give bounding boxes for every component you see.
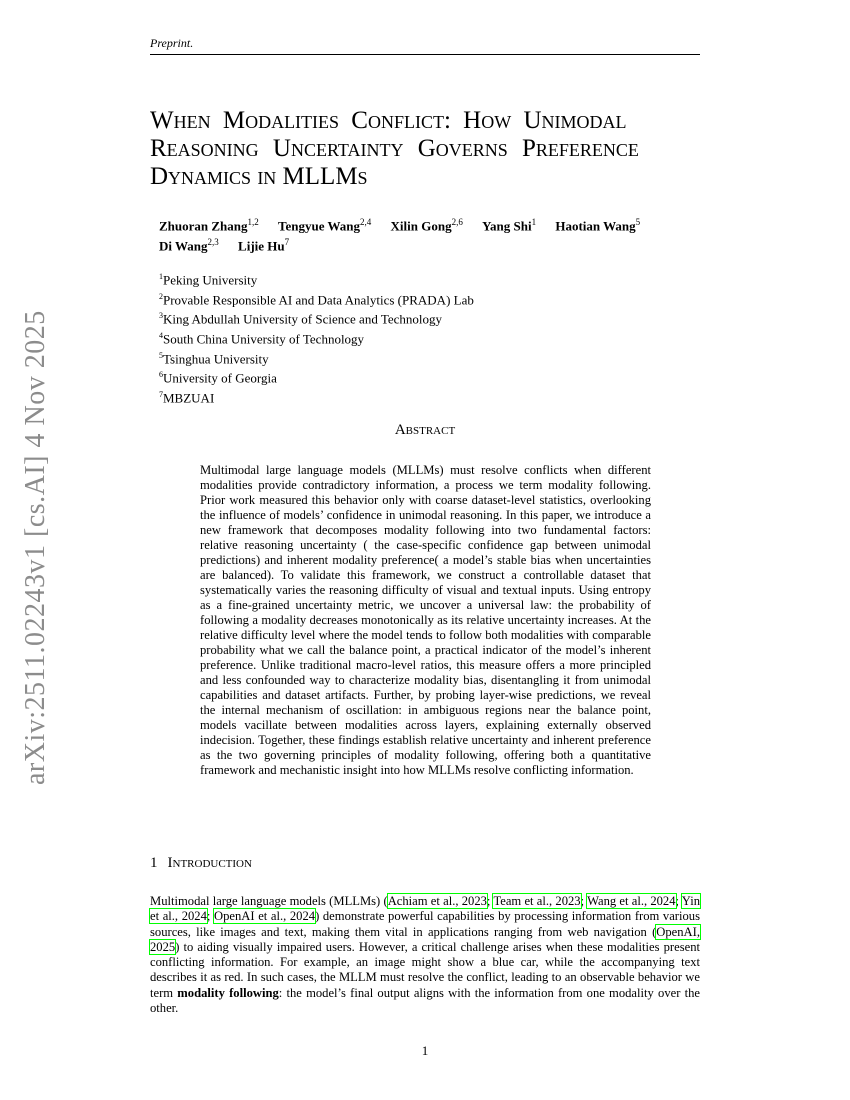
citation-link[interactable]: Wang et al., 2024: [587, 894, 676, 908]
paper-title: [150, 107, 700, 191]
affiliation: $^6$University of Georgia: [159, 370, 277, 386]
text-run: ) to aiding visually impaired users. However, a critical challenge arises when these modalities present conflicting information. For example, an image might show a blue car, while the accompanying text describes it as red. In such cases, the MLLM must resolve the conflict, leading to an observable behavior we term: [150, 939, 700, 1000]
affiliation: $^2$Provable Responsible AI and Data Analytics (PRADA) Lab: [159, 291, 474, 307]
citation-link[interactable]: OpenAI, 2025: [150, 924, 700, 954]
affiliation: $^1$Peking University: [159, 272, 258, 288]
abstract-body: Multimodal large language models (MLLMs) must resolve conflicts when different modalities provide contradictory information, a process we term modality following. Prior work measured this behavior only with coarse dataset-level statistics, overlooking the influence of models’ confidence in unimodal reasoning. In this paper, we introduce a new framework that decomposes modality following into two fundamental factors: relative reasoning uncertainty ( the case-specific confidence gap between unimodal predictions) and inherent modality preference( a model’s stable bias when uncertainties are balanced). To validate this framework, we construct a controllable dataset that systematically varies the reasoning difficulty of visual and textual inputs. Using entropy as a fine-grained uncertainty metric, we uncover a universal law: the probability of following a modality decreases monotonically as its relative uncertainty increases. At the relative difficulty level where the model tends to follow both modalities with comparable probability what we call the balance point, a practical indicator of the model’s inherent preference. Unlike traditional macro-level ratios, this measure offers a more principled and less confounded way to characterize modality bias, disentangling it from unimodal capabilities and dataset artifacts. Further, by probing layer-wise predictions, we reveal the internal mechanism of oscillation: in ambiguous regions near the balance point, models vacillate between modalities across layers, explaining externally observed indecision. Together, these findings establish relative uncertainty and inherent preference as the two governing principles of modality following, offering both a quantitative framework and mechanistic insight into how MLLMs resolve conflicting information.: [200, 463, 651, 777]
section-title: Introduction: [167, 855, 252, 871]
term-modality-following: modality following: [177, 985, 279, 1000]
citation-link[interactable]: OpenAI et al., 2024: [214, 909, 316, 924]
author: Xilin Gong$^{2,6}$: [390, 217, 463, 234]
abstract-heading: Abstract: [394, 422, 456, 438]
title-line-3: Dynamics in MLLMs: [150, 163, 368, 190]
affiliation: $^4$South China University of Technology: [159, 330, 365, 347]
text-run: ;: [675, 894, 682, 908]
affiliation-list: [159, 269, 699, 406]
author: Di Wang$^{2,3}$: [159, 237, 219, 254]
author-list: [159, 214, 699, 255]
page-number: 1: [421, 1043, 429, 1058]
text-run: ) demonstrate powerful capabilities by processing information from various sources, like images and text, making them vital in applications ranging from web navigation (: [150, 909, 700, 939]
text-run: ;: [486, 894, 494, 908]
text-run: ;: [206, 909, 215, 924]
author: Lijie Hu$^7$: [238, 237, 290, 254]
running-head: Preprint.: [150, 36, 700, 55]
author: Tengyue Wang$^{2,4}$: [278, 217, 372, 234]
author: Zhuoran Zhang$^{1,2}$: [159, 217, 259, 234]
text-run: ;: [580, 894, 588, 908]
affiliation: $^3$King Abdullah University of Science and Technology: [159, 311, 443, 327]
author: Haotian Wang$^5$: [555, 217, 641, 234]
text-run: Multimodal large language models (MLLMs) (: [150, 894, 388, 908]
arxiv-stamp[interactable]: arXiv:2511.02243v1 [cs.AI] 4 Nov 2025: [20, 310, 51, 785]
author: Yang Shi$^1$: [482, 217, 537, 234]
introduction-paragraph: [150, 894, 700, 1016]
affiliation: $^5$Tsinghua University: [159, 350, 269, 366]
section-number: 1: [150, 855, 158, 871]
title-line-1: When Modalities Conflict: How Unimodal: [150, 107, 627, 134]
section-heading-introduction: [150, 855, 252, 872]
title-line-2: Reasoning Uncertainty Governs Preference: [150, 135, 639, 162]
citation-link[interactable]: Team et al., 2023: [493, 894, 581, 908]
text-run: : the model’s final output aligns with the information from one modality over the other.: [150, 985, 700, 1016]
citation-link[interactable]: Yin et al., 2024: [150, 894, 700, 924]
citation-link[interactable]: Achiam et al., 2023: [387, 894, 487, 908]
affiliation: $^7$MBZUAI: [159, 389, 215, 406]
